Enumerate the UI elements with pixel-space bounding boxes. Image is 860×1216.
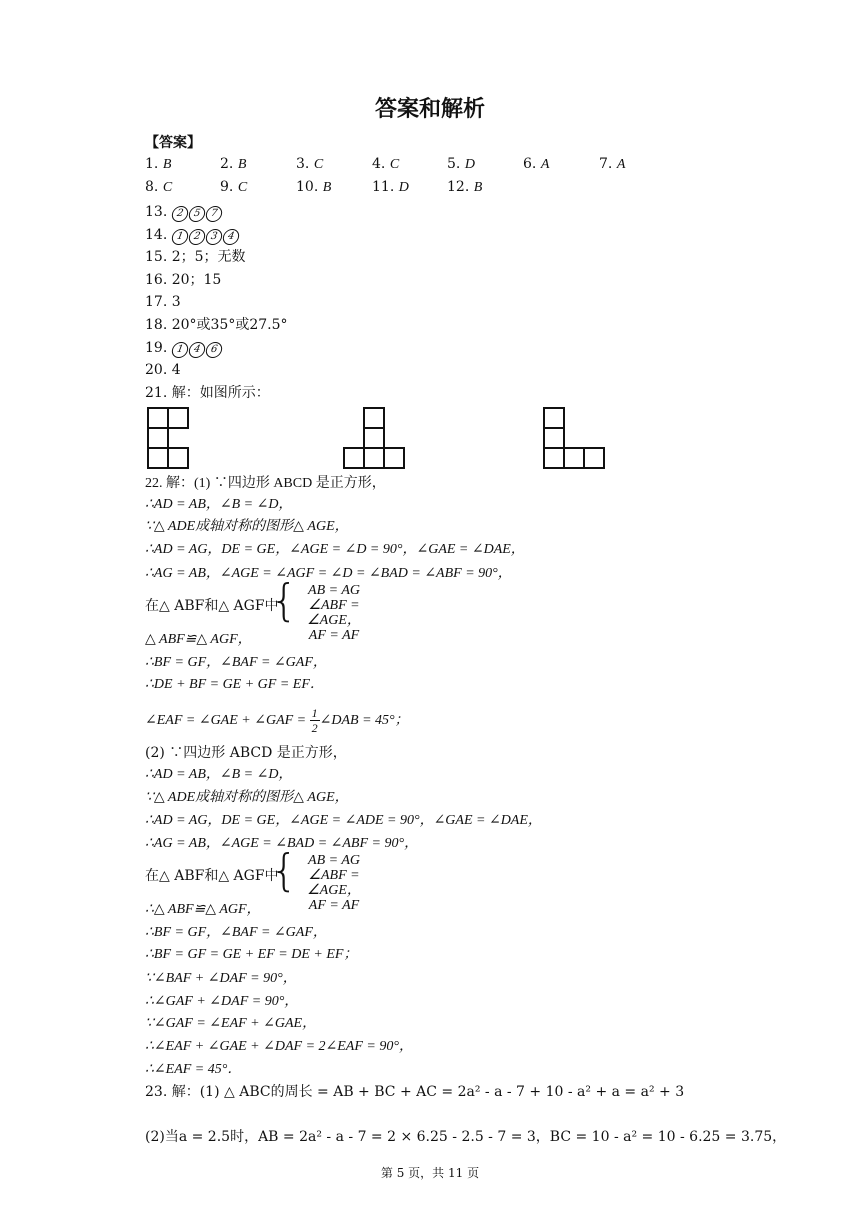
- answer-20: 20. 4: [145, 362, 181, 378]
- choice-answer: 12. B: [447, 179, 483, 195]
- q22-line: ∵∠BAF + ∠DAF = 90°，: [145, 971, 297, 986]
- q22-line: ∴AG = AB，∠AGE = ∠AGF = ∠D = ∠BAD = ∠ABF = 90°，: [145, 566, 512, 581]
- choice-answer: 5. D: [447, 156, 475, 172]
- circled-number: 1: [170, 342, 189, 358]
- page-title: 答案和解析: [374, 97, 485, 122]
- q22-system-prefix: 在△ ABF和△ AGF中: [145, 868, 279, 884]
- q22-line: ∴BF = GF = GE + EF = DE + EF；: [145, 947, 358, 962]
- q23-line: 23. 解：(1) △ ABC的周长 = AB + BC + AC = 2a² - a - 7 + 10 - a² + a = a² + 3: [145, 1084, 685, 1100]
- q22-system-prefix: 在△ ABF和△ AGF中: [145, 598, 279, 614]
- q22-line: ∴AG = AB，∠AGE = ∠BAD = ∠ABF = 90°，: [145, 836, 419, 851]
- view-figure-1: [147, 407, 189, 469]
- choice-answer: 11. D: [372, 179, 409, 195]
- answers-heading: 【答案】: [145, 135, 201, 151]
- answer-15: 15. 2；5；无数: [145, 249, 246, 265]
- circled-number: 7: [204, 206, 223, 222]
- equation-system: AB = AG ∠ABF = ∠AGE， AF = AF: [307, 583, 361, 643]
- q22-line: 22. 解：(1) ∵四边形 ABCD 是正方形，: [145, 476, 386, 491]
- circled-number: 5: [187, 206, 206, 222]
- view-figure-2: [343, 407, 405, 469]
- choice-answer: 4. C: [372, 156, 400, 172]
- q22-line: ∴∠GAF + ∠DAF = 90°，: [145, 994, 299, 1009]
- brace-icon: {: [270, 845, 298, 896]
- circled-number: 3: [204, 229, 223, 245]
- choice-answer: 10. B: [296, 179, 332, 195]
- q22-line: ∵△ ADE成轴对称的图形△ AGE，: [145, 519, 349, 534]
- q22-line: ∴△ ABF≌△ AGF，: [145, 902, 261, 917]
- q22-line: ∵△ ADE成轴对称的图形△ AGE，: [145, 790, 349, 805]
- q22-line: ∴AD = AG，DE = GE，∠AGE = ∠ADE = 90°，∠GAE = ∠DAE，: [145, 813, 542, 828]
- q22-line: ∵∠GAF = ∠EAF + ∠GAE，: [145, 1016, 317, 1031]
- answer-17: 17. 3: [145, 294, 181, 310]
- choice-answer: 9. C: [220, 179, 248, 195]
- circled-number: 6: [204, 342, 223, 358]
- q22-line: ∴BF = GF，∠BAF = ∠GAF，: [145, 655, 327, 670]
- circled-numbers: [172, 204, 223, 220]
- choice-answer: 3. C: [296, 156, 324, 172]
- answer-13: 13. 2 5 7: [145, 203, 223, 222]
- q22-line: (2) ∵四边形 ABCD 是正方形，: [145, 745, 347, 761]
- q22-line: ∴AD = AB，∠B = ∠D，: [145, 497, 293, 512]
- q22-line: △ ABF≌△ AGF，: [145, 632, 252, 647]
- q22-final-equation: ∠EAF = ∠GAE + ∠GAF = $\frac{1}{2}$ ∠DAB = 45°；: [145, 706, 409, 736]
- q23-line: (2)当a = 2.5时，AB = 2a² - a - 7 = 2 × 6.25 - 2.5 - 7 = 3，BC = 10 - a² = 10 - 6.25 = 3.75，: [145, 1129, 787, 1145]
- circled-number: 1: [170, 229, 189, 245]
- circled-number: 2: [187, 229, 206, 245]
- circled-number: 4: [187, 342, 206, 358]
- circled-number: 2: [170, 206, 189, 222]
- q22-line: ∴AD = AB，∠B = ∠D，: [145, 767, 293, 782]
- answer-18: 18. 20°或35°或27.5°: [145, 317, 288, 333]
- q22-line: ∴BF = GF，∠BAF = ∠GAF，: [145, 925, 327, 940]
- page-footer: 第 5 页，共 11 页: [380, 1166, 480, 1180]
- q22-line: ∴∠EAF + ∠GAE + ∠DAF = 2∠EAF = 90°，: [145, 1039, 413, 1054]
- brace-icon: {: [270, 575, 298, 626]
- circled-numbers: [172, 227, 240, 243]
- q22-line: ∴DE + BF = GE + GF = EF．: [145, 677, 324, 692]
- answer-21: 21. 解：如图所示：: [145, 385, 270, 401]
- choice-answer: 7. A: [599, 156, 626, 172]
- view-figure-3: [543, 407, 607, 469]
- answer-14: 14. 1 2 3 4: [145, 226, 240, 245]
- q22-line: ∴AD = AG，DE = GE，∠AGE = ∠D = 90°，∠GAE = ∠DAE，: [145, 542, 525, 557]
- answer-16: 16. 20；15: [145, 272, 222, 288]
- fraction: $\frac{1}{2}$: [311, 706, 318, 736]
- equation-system: AB = AG ∠ABF = ∠AGE， AF = AF: [307, 853, 361, 913]
- choice-answer: 8. C: [145, 179, 173, 195]
- circled-number: 4: [221, 229, 240, 245]
- choice-answer: 6. A: [523, 156, 550, 172]
- choice-answer: 1. B: [145, 156, 172, 172]
- q22-line: ∴∠EAF = 45°．: [145, 1062, 242, 1077]
- circled-numbers: [172, 340, 223, 356]
- choice-answer: 2. B: [220, 156, 247, 172]
- answer-19: 19. 1 4 6: [145, 339, 223, 358]
